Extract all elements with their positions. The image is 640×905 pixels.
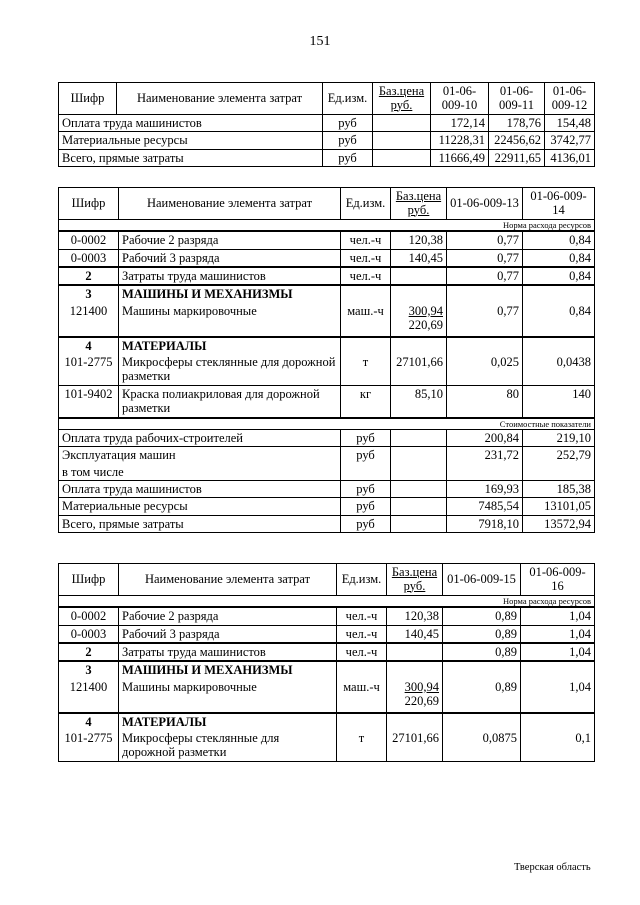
cost-table-3 bbox=[58, 563, 595, 762]
table-header-row bbox=[59, 564, 595, 596]
row-unit: руб bbox=[341, 429, 391, 446]
row-value: 0,0875 bbox=[443, 730, 521, 761]
row-price: 140,45 bbox=[391, 249, 447, 267]
row-unit: руб bbox=[323, 115, 373, 132]
row-price: 27101,66 bbox=[391, 354, 447, 385]
section-title: МАТЕРИАЛЫ bbox=[119, 337, 341, 354]
row-price: 140,45 bbox=[387, 625, 443, 643]
section-code: 3 bbox=[59, 661, 119, 678]
row-unit: т bbox=[337, 730, 387, 761]
row-value: 140 bbox=[523, 385, 595, 417]
row-code: 2 bbox=[59, 643, 119, 661]
table-row bbox=[59, 303, 595, 337]
row-value: 0,0438 bbox=[523, 354, 595, 385]
row-code: 121400 bbox=[59, 679, 119, 713]
section-title: МАШИНЫ И МЕХАНИЗМЫ bbox=[119, 661, 337, 678]
row-value: 252,79 bbox=[523, 447, 595, 464]
table-row bbox=[59, 679, 595, 713]
row-unit: руб bbox=[341, 480, 391, 497]
norm-label: Норма расхода ресурсов bbox=[59, 596, 595, 608]
norm-label: Норма расхода ресурсов bbox=[59, 220, 595, 232]
row-unit: чел.-ч bbox=[337, 607, 387, 625]
row-code: 101-9402 bbox=[59, 385, 119, 417]
row-value: 22911,65 bbox=[489, 149, 545, 166]
row-name: Рабочий 3 разряда bbox=[119, 249, 341, 267]
table-row bbox=[59, 498, 595, 515]
row-name: Материальные ресурсы bbox=[59, 498, 341, 515]
row-value: 219,10 bbox=[523, 429, 595, 446]
row-unit: маш.-ч bbox=[337, 679, 387, 713]
header-col-11: 01-06-009-11 bbox=[489, 83, 545, 115]
row-price: 120,38 bbox=[391, 231, 447, 249]
row-unit: руб bbox=[341, 498, 391, 515]
row-unit: чел.-ч bbox=[341, 267, 391, 285]
header-name: Наименование элемента затрат bbox=[119, 188, 341, 220]
table-row bbox=[59, 480, 595, 497]
section-title: МАТЕРИАЛЫ bbox=[119, 713, 337, 730]
row-name: Рабочие 2 разряда bbox=[119, 607, 337, 625]
table-row bbox=[59, 429, 595, 446]
header-code: Шифр bbox=[59, 188, 119, 220]
row-name: Рабочий 3 разряда bbox=[119, 625, 337, 643]
row-value: 7918,10 bbox=[447, 515, 523, 532]
row-value: 0,84 bbox=[523, 267, 595, 285]
row-value: 11666,49 bbox=[431, 149, 489, 166]
row-value: 1,04 bbox=[521, 679, 595, 713]
footer-region: Тверская область bbox=[514, 862, 591, 873]
row-value: 13572,94 bbox=[523, 515, 595, 532]
row-price: 120,38 bbox=[387, 607, 443, 625]
page-number: 151 bbox=[309, 34, 331, 49]
row-unit: кг bbox=[341, 385, 391, 417]
header-name: Наименование элемента затрат bbox=[117, 83, 323, 115]
row-value: 80 bbox=[447, 385, 523, 417]
row-name: Машины маркировочные bbox=[119, 303, 341, 337]
row-value: 0,77 bbox=[447, 231, 523, 249]
section-code: 3 bbox=[59, 285, 119, 302]
row-name: Рабочие 2 разряда bbox=[119, 231, 341, 249]
row-value: 13101,05 bbox=[523, 498, 595, 515]
row-price: 300,94 220,69 bbox=[391, 303, 447, 337]
row-name: Краска полиакриловая для дорожной разметки bbox=[119, 385, 341, 417]
row-name: Всего, прямые затраты bbox=[59, 515, 341, 532]
row-price: 85,10 bbox=[391, 385, 447, 417]
table-header-row bbox=[59, 83, 595, 115]
row-price: 300,94 220,69 bbox=[387, 679, 443, 713]
header-unit: Ед.изм. bbox=[337, 564, 387, 596]
row-value: 178,76 bbox=[489, 115, 545, 132]
row-value: 0,025 bbox=[447, 354, 523, 385]
header-col-16: 01-06-009-16 bbox=[521, 564, 595, 596]
header-code: Шифр bbox=[59, 83, 117, 115]
row-unit: руб bbox=[341, 447, 391, 464]
row-name: Микросферы стеклянные для дорожной разметки bbox=[119, 730, 337, 761]
row-value: 4136,01 bbox=[545, 149, 595, 166]
header-col-15: 01-06-009-15 bbox=[443, 564, 521, 596]
header-unit: Ед.изм. bbox=[323, 83, 373, 115]
section-row bbox=[59, 337, 595, 354]
table-row bbox=[59, 515, 595, 532]
table-header-row bbox=[59, 188, 595, 220]
row-value: 200,84 bbox=[447, 429, 523, 446]
header-col-12: 01-06-009-12 bbox=[545, 83, 595, 115]
row-value: 0,77 bbox=[447, 249, 523, 267]
header-col-14: 01-06-009-14 bbox=[523, 188, 595, 220]
row-code: 0-0003 bbox=[59, 249, 119, 267]
row-name: Оплата труда машинистов bbox=[59, 480, 341, 497]
row-name: в том числе bbox=[59, 464, 341, 481]
row-code: 2 bbox=[59, 267, 119, 285]
table-row bbox=[59, 464, 595, 481]
row-unit: чел.-ч bbox=[337, 643, 387, 661]
row-code: 0-0002 bbox=[59, 607, 119, 625]
table-row bbox=[59, 625, 595, 643]
table-row bbox=[59, 249, 595, 267]
row-name: Материальные ресурсы bbox=[59, 132, 323, 149]
row-value: 172,14 bbox=[431, 115, 489, 132]
header-code: Шифр bbox=[59, 564, 119, 596]
table-row bbox=[59, 730, 595, 761]
row-name: Микросферы стеклянные для дорожной разметки bbox=[119, 354, 341, 385]
row-value: 169,93 bbox=[447, 480, 523, 497]
row-price: 27101,66 bbox=[387, 730, 443, 761]
table-row bbox=[59, 132, 595, 149]
section-code: 4 bbox=[59, 337, 119, 354]
header-price: Баз.цена руб. bbox=[373, 83, 431, 115]
row-unit: чел.-ч bbox=[341, 231, 391, 249]
cost-table-1 bbox=[58, 82, 595, 167]
row-code: 0-0003 bbox=[59, 625, 119, 643]
row-value: 1,04 bbox=[521, 625, 595, 643]
row-value: 0,89 bbox=[443, 643, 521, 661]
row-value: 0,84 bbox=[523, 231, 595, 249]
row-value: 22456,62 bbox=[489, 132, 545, 149]
row-value: 0,77 bbox=[447, 267, 523, 285]
row-code: 101-2775 bbox=[59, 354, 119, 385]
row-name: Затраты труда машинистов bbox=[119, 643, 337, 661]
row-code: 101-2775 bbox=[59, 730, 119, 761]
section-row bbox=[59, 661, 595, 678]
header-price: Баз.цена руб. bbox=[391, 188, 447, 220]
header-col-13: 01-06-009-13 bbox=[447, 188, 523, 220]
header-price: Баз.цена руб. bbox=[387, 564, 443, 596]
header-name: Наименование элемента затрат bbox=[119, 564, 337, 596]
row-value: 0,89 bbox=[443, 625, 521, 643]
section-row bbox=[59, 285, 595, 302]
row-value: 231,72 bbox=[447, 447, 523, 464]
section-row bbox=[59, 713, 595, 730]
row-value: 0,77 bbox=[447, 303, 523, 337]
table-row bbox=[59, 267, 595, 285]
row-unit: руб bbox=[323, 149, 373, 166]
row-value: 0,84 bbox=[523, 303, 595, 337]
row-value: 7485,54 bbox=[447, 498, 523, 515]
norm-label-row bbox=[59, 596, 595, 608]
row-unit: чел.-ч bbox=[337, 625, 387, 643]
norm-label-row bbox=[59, 220, 595, 232]
row-unit: руб bbox=[323, 132, 373, 149]
table-row bbox=[59, 231, 595, 249]
row-value: 154,48 bbox=[545, 115, 595, 132]
header-unit: Ед.изм. bbox=[341, 188, 391, 220]
table-row bbox=[59, 643, 595, 661]
row-value: 11228,31 bbox=[431, 132, 489, 149]
row-code: 121400 bbox=[59, 303, 119, 337]
table-row bbox=[59, 607, 595, 625]
table-row bbox=[59, 354, 595, 385]
row-unit: маш.-ч bbox=[341, 303, 391, 337]
row-name: Всего, прямые затраты bbox=[59, 149, 323, 166]
table-row bbox=[59, 115, 595, 132]
header-col-10: 01-06-009-10 bbox=[431, 83, 489, 115]
row-unit: чел.-ч bbox=[341, 249, 391, 267]
table-row bbox=[59, 149, 595, 166]
table-row bbox=[59, 447, 595, 464]
section-code: 4 bbox=[59, 713, 119, 730]
row-value: 0,89 bbox=[443, 607, 521, 625]
row-value: 3742,77 bbox=[545, 132, 595, 149]
row-value: 0,89 bbox=[443, 679, 521, 713]
cost-label: Стоимостные показатели bbox=[59, 418, 595, 430]
row-value: 0,84 bbox=[523, 249, 595, 267]
row-name: Затраты труда машинистов bbox=[119, 267, 341, 285]
row-unit: т bbox=[341, 354, 391, 385]
row-name: Оплата труда машинистов bbox=[59, 115, 323, 132]
row-name: Оплата труда рабочих-строителей bbox=[59, 429, 341, 446]
cost-table-2 bbox=[58, 187, 595, 533]
row-value: 1,04 bbox=[521, 643, 595, 661]
row-value: 185,38 bbox=[523, 480, 595, 497]
table-row bbox=[59, 385, 595, 417]
section-title: МАШИНЫ И МЕХАНИЗМЫ bbox=[119, 285, 341, 302]
row-name: Эксплуатация машин bbox=[59, 447, 341, 464]
row-value: 1,04 bbox=[521, 607, 595, 625]
row-value: 0,1 bbox=[521, 730, 595, 761]
row-unit: руб bbox=[341, 515, 391, 532]
cost-label-row bbox=[59, 418, 595, 430]
row-name: Машины маркировочные bbox=[119, 679, 337, 713]
row-code: 0-0002 bbox=[59, 231, 119, 249]
